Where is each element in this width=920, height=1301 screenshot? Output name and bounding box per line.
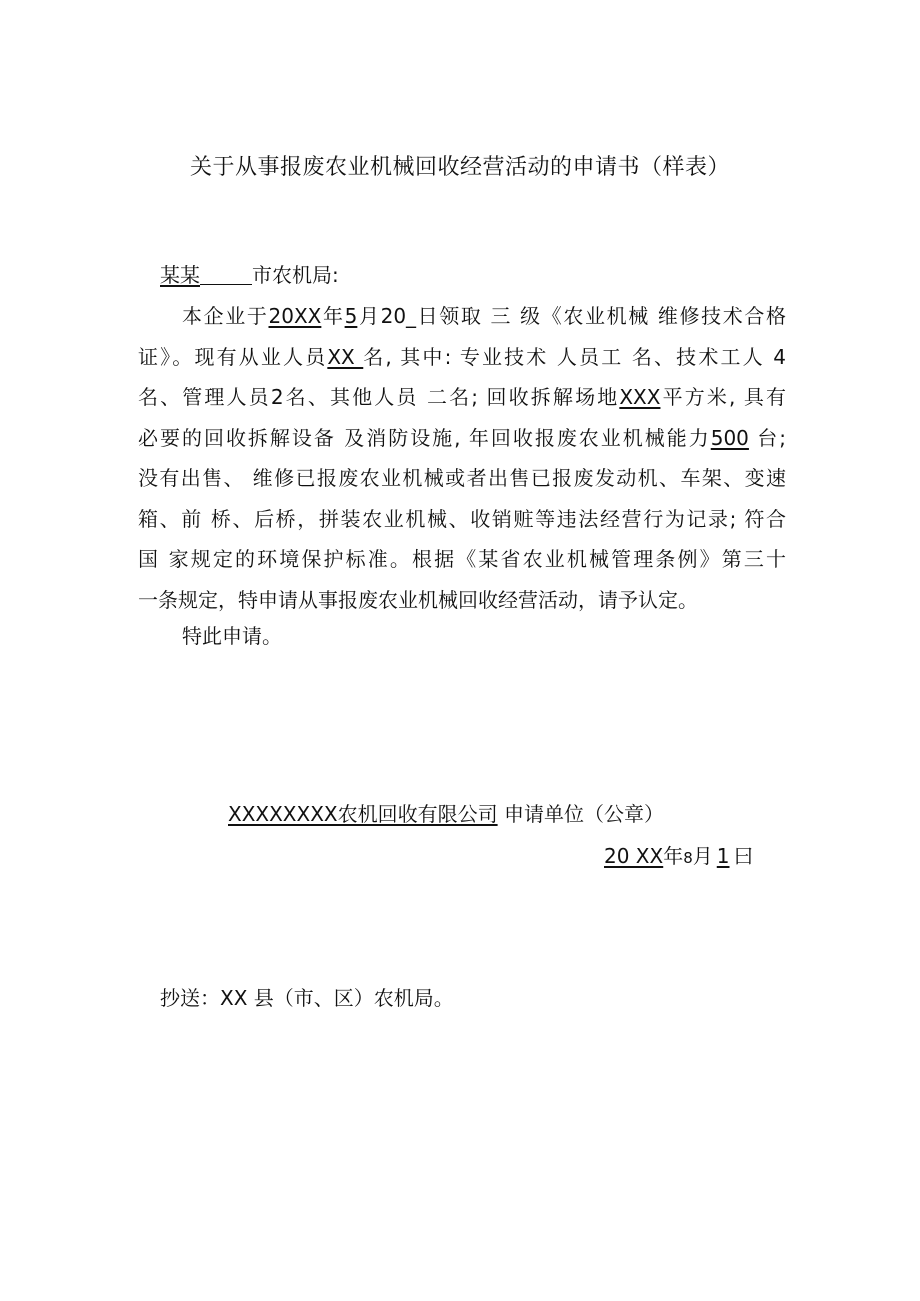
date-day: 1 <box>716 844 730 868</box>
signature-line <box>228 798 664 827</box>
addressee <box>160 259 339 288</box>
company-name: XXXXXXXX农机回收有限公司 <box>228 802 498 826</box>
addressee-name: 某某 <box>160 263 200 287</box>
body-line-7: 国 家规定的环境保护标准。根据《某省农业机械管理条例》第三十 <box>138 547 786 571</box>
application-body <box>138 296 786 620</box>
body-line-1: 本企业于20XX年5月20_日领取 三 级《农业机械 维修技术合格 <box>182 304 786 328</box>
body-line-8: 一条规定，特申请从事报废农业机械回收经营活动，请予认定。 <box>138 587 698 612</box>
body-line-2: 证》。现有从业人员XX 名, 其中: 专业技术 人员工 名、技术工人 4 <box>138 344 787 369</box>
addressee-suffix: 市农机局: <box>252 263 339 287</box>
applicant-role: 申请单位（公章） <box>497 802 664 826</box>
date-year: 20 XX <box>604 844 664 868</box>
body-line-5: 没有出售、 维修已报废农业机械或者出售已报废发动机、车架、变速 <box>138 466 786 490</box>
document-title: 关于从事报废农业机械回收经营活动的申请书（样表） <box>189 155 730 180</box>
body-line-6: 箱、前 桥、后桥，拼装农业机械、收销赃等违法经营行为记录; 符合 <box>138 506 786 531</box>
application-date: 20 XX年8月 1 曰 <box>604 844 754 868</box>
addressee-blank <box>200 262 252 285</box>
date-month: 8 <box>683 849 693 867</box>
carbon-copy: 抄送：XX 县（市、区）农机局。 <box>160 986 454 1010</box>
body-line-3: 名、管理人员2名、其他人员 二名; 回收拆解场地XXX平方米, 具有 <box>138 385 786 409</box>
closing-statement: 特此申请。 <box>182 624 282 648</box>
body-line-4: 必要的回收拆解设备 及消防设施, 年回收报废农业机械能力500 台; <box>138 425 786 450</box>
